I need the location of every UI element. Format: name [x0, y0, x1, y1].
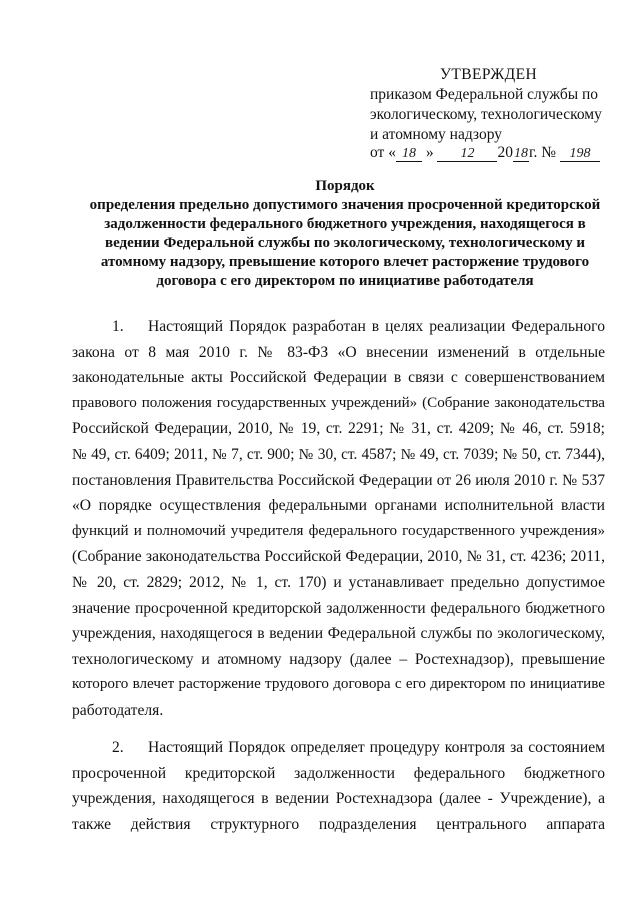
paragraph-line: просроченной кредиторской задолженности федерального бюджетного [72, 764, 605, 782]
approval-block [370, 65, 625, 163]
paragraph-line: технологическому и атомному надзору (далее – Ростехнадзор), превышение [72, 650, 605, 668]
approval-line: приказом Федеральной службы по [370, 86, 599, 103]
paragraph-line: значение просроченной кредиторской задолженности федерального бюджетного [72, 599, 605, 617]
document-title [70, 177, 620, 291]
paragraph-line: постановления Правительства Российской Федерации от 26 июля 2010 г. № 537 [72, 471, 605, 489]
date-prefix: от « [370, 144, 396, 161]
paragraph-line: учреждения, находящегося в ведении Федеральной службы по экологическому, [72, 625, 605, 643]
title-line: атомному надзору, превышение которого влечет расторжение трудового [100, 254, 590, 270]
paragraph-number: 1. [112, 318, 124, 335]
paragraph-line: № 20, ст. 2829; 2012, № 1, ст. 170) и устанавливает предельно допустимое [72, 573, 605, 591]
date-separator: » [425, 144, 434, 161]
title-line: задолженности федерального бюджетного учреждения, находящегося в [104, 216, 586, 232]
paragraph-1 [72, 314, 605, 724]
approval-title: УТВЕРЖДЕН [440, 66, 538, 83]
approval-date-line [370, 143, 625, 163]
date-day-handwritten: 18 [396, 146, 422, 162]
paragraph-line: законодательные акты Российской Федерации в связи с совершенствованием [72, 369, 605, 387]
title-line: определения предельно допустимого значения просроченной кредиторской [89, 197, 601, 213]
approval-line: экологическому, технологическому [370, 106, 602, 123]
title-line: ведении Федеральной службы по экологическому, технологическому и [104, 235, 586, 251]
order-number-label: г. № [528, 144, 557, 161]
paragraph-line: также действия структурного подразделения центрального аппарата [72, 815, 605, 833]
paragraph-line: функций и полномочий учредителя федерального государственного учреждения» [72, 522, 605, 539]
title-heading: Порядок [315, 178, 375, 194]
paragraph-line: № 49, ст. 6409; 2011, № 7, ст. 900; № 30, ст. 4587; № 49, ст. 7039; № 50, ст. 7344), [72, 445, 605, 463]
paragraph-line: Настоящий Порядок определяет процедуру контроля за состоянием [148, 739, 605, 756]
paragraph-number: 2. [112, 739, 124, 756]
title-line: договора с его директором по инициативе работодателя [156, 273, 534, 289]
paragraph-line: которого влечет расторжение трудового договора с его директором по инициативе [72, 676, 605, 693]
date-year-handwritten: 18 [513, 146, 528, 161]
paragraph-line: Российской Федерации, 2010, № 19, ст. 2291; № 31, ст. 4209; № 46, ст. 5918; [72, 420, 605, 438]
paragraph-line: «О порядке осуществления федеральными органами исполнительной власти [72, 497, 605, 515]
paragraph-line: работодателя. [72, 701, 164, 719]
paragraph-line: Настоящий Порядок разработан в целях реализации Федерального [148, 318, 605, 335]
paragraph-line: правового положения государственных учреждений» (Собрание законодательства [72, 394, 605, 411]
paragraph-line: закона от 8 мая 2010 г. № 83-ФЗ «О внесении изменений в отдельные [72, 343, 605, 361]
date-century: 20 [497, 144, 513, 161]
date-month-handwritten: 12 [437, 146, 497, 162]
paragraph-2 [72, 735, 605, 837]
paragraph-line: учреждения, находящегося в ведении Ростехнадзора (далее - Учреждение), а [72, 790, 605, 808]
approval-line: и атомному надзору [370, 126, 502, 143]
order-number-handwritten: 198 [560, 146, 600, 162]
paragraph-line: (Собрание законодательства Российской Федерации, 2010, № 31, ст. 4236; 2011, [72, 548, 605, 566]
